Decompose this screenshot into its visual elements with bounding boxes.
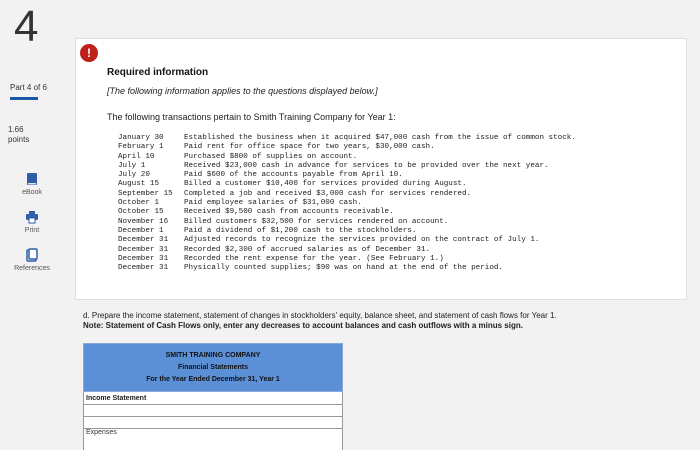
transaction-description: Paid $600 of the accounts payable from April 10. <box>184 171 403 180</box>
transaction-row <box>118 143 576 152</box>
transaction-row <box>118 190 576 199</box>
transaction-description: Adjusted records to recognize the services provided on the contract of July 1. <box>184 236 540 245</box>
transaction-description: Recorded the rent expense for the year. (See February 1.) <box>184 254 444 263</box>
transactions-list <box>118 134 576 273</box>
transactions-intro: The following transactions pertain to Smith Training Company for Year 1: <box>107 112 396 122</box>
transaction-row <box>118 255 576 264</box>
points-display <box>8 125 29 145</box>
points-label: points <box>8 135 30 144</box>
left-sidebar <box>0 0 70 450</box>
references-icon <box>25 248 39 262</box>
transaction-description: Completed a job and received $3,000 cash for services rendered. <box>184 189 472 198</box>
revenue-input-row[interactable] <box>84 417 343 429</box>
transaction-date: October 15 <box>118 208 164 217</box>
part-d-instructions <box>83 311 693 331</box>
part-d-instruction: d. Prepare the income statement, statement of changes in stockholders' equity, balance sheet, and statement of cash flows for Year 1. <box>83 311 557 320</box>
transaction-row <box>118 264 576 273</box>
transaction-row <box>118 162 576 171</box>
transaction-date: December 1 <box>118 226 164 235</box>
transaction-description: Billed customers $32,500 for services rendered on account. <box>184 217 449 226</box>
transaction-description: Paid employee salaries of $31,000 cash. <box>184 199 362 208</box>
transaction-row <box>118 236 576 245</box>
part-progress-bar <box>10 97 38 100</box>
print-icon <box>25 210 39 224</box>
company-name: SMITH TRAINING COMPANY <box>165 351 261 359</box>
required-info-subtitle: [The following information applies to the questions displayed below.] <box>107 86 378 96</box>
transaction-date: April 10 <box>118 152 155 161</box>
transaction-description: Billed a customer $10,400 for services provided during August. <box>184 180 467 189</box>
transaction-row <box>118 134 576 143</box>
transaction-date: July 20 <box>118 171 150 180</box>
transaction-description: Purchased $800 of supplies on account. <box>184 152 358 161</box>
transaction-row <box>118 218 576 227</box>
statement-header <box>84 344 343 392</box>
transaction-date: December 31 <box>118 236 169 245</box>
question-number: 4 <box>14 2 39 51</box>
transaction-description: Established the business when it acquired $47,000 cash from the issue of common stock. <box>184 134 576 142</box>
transaction-description: Paid rent for office space for two years, $30,000 cash. <box>184 143 435 152</box>
transaction-date: October 1 <box>118 199 160 208</box>
ebook-button[interactable] <box>4 172 60 196</box>
transaction-date: December 31 <box>118 254 169 263</box>
transaction-date: July 1 <box>118 161 146 170</box>
transaction-row <box>118 208 576 217</box>
transaction-row <box>118 180 576 189</box>
part-d-note: Note: Statement of Cash Flows only, enter any decreases to account balances and cash outflows with a minus sign. <box>83 321 523 330</box>
transaction-date: August 15 <box>118 180 160 189</box>
revenue-input-row[interactable] <box>84 405 343 417</box>
book-icon <box>25 172 39 186</box>
references-button[interactable] <box>4 248 60 272</box>
print-label: Print <box>24 227 40 234</box>
required-info-title: Required information <box>107 67 209 78</box>
ebook-label: eBook <box>22 189 42 196</box>
transaction-description: Physically counted supplies; $90 was on hand at the end of the period. <box>184 264 503 273</box>
transaction-description: Recorded $2,300 of accrued salaries as of December 31. <box>184 245 431 254</box>
transaction-date: November 16 <box>118 217 169 226</box>
statement-period: For the Year Ended December 31, Year 1 <box>146 375 280 383</box>
transaction-description: Received $9,500 cash from accounts receivable. <box>184 208 394 217</box>
transaction-date: December 31 <box>118 245 169 254</box>
part-indicator: Part 4 of 6 <box>10 83 47 92</box>
transaction-row <box>118 171 576 180</box>
transaction-date: September 15 <box>118 189 173 198</box>
transaction-date: January 30 <box>118 134 164 142</box>
financial-statements-table <box>83 343 343 450</box>
statement-title: Financial Statements <box>177 363 249 371</box>
alert-icon: ! <box>80 44 98 62</box>
transaction-description: Received $23,000 cash in advance for services to be provided over the next year. <box>184 161 549 170</box>
print-button[interactable] <box>4 210 60 234</box>
transaction-row <box>118 153 576 162</box>
points-value: 1.66 <box>8 125 24 134</box>
transaction-description: Paid a dividend of $1,200 cash to the stockholders. <box>184 226 417 235</box>
transaction-row <box>118 227 576 236</box>
references-label: References <box>14 265 50 272</box>
transaction-date: December 31 <box>118 264 169 273</box>
transaction-date: February 1 <box>118 143 164 152</box>
transaction-row <box>118 246 576 255</box>
transaction-row <box>118 199 576 208</box>
expenses-label: Expenses <box>84 429 343 450</box>
income-statement-label: Income Statement <box>84 392 343 405</box>
